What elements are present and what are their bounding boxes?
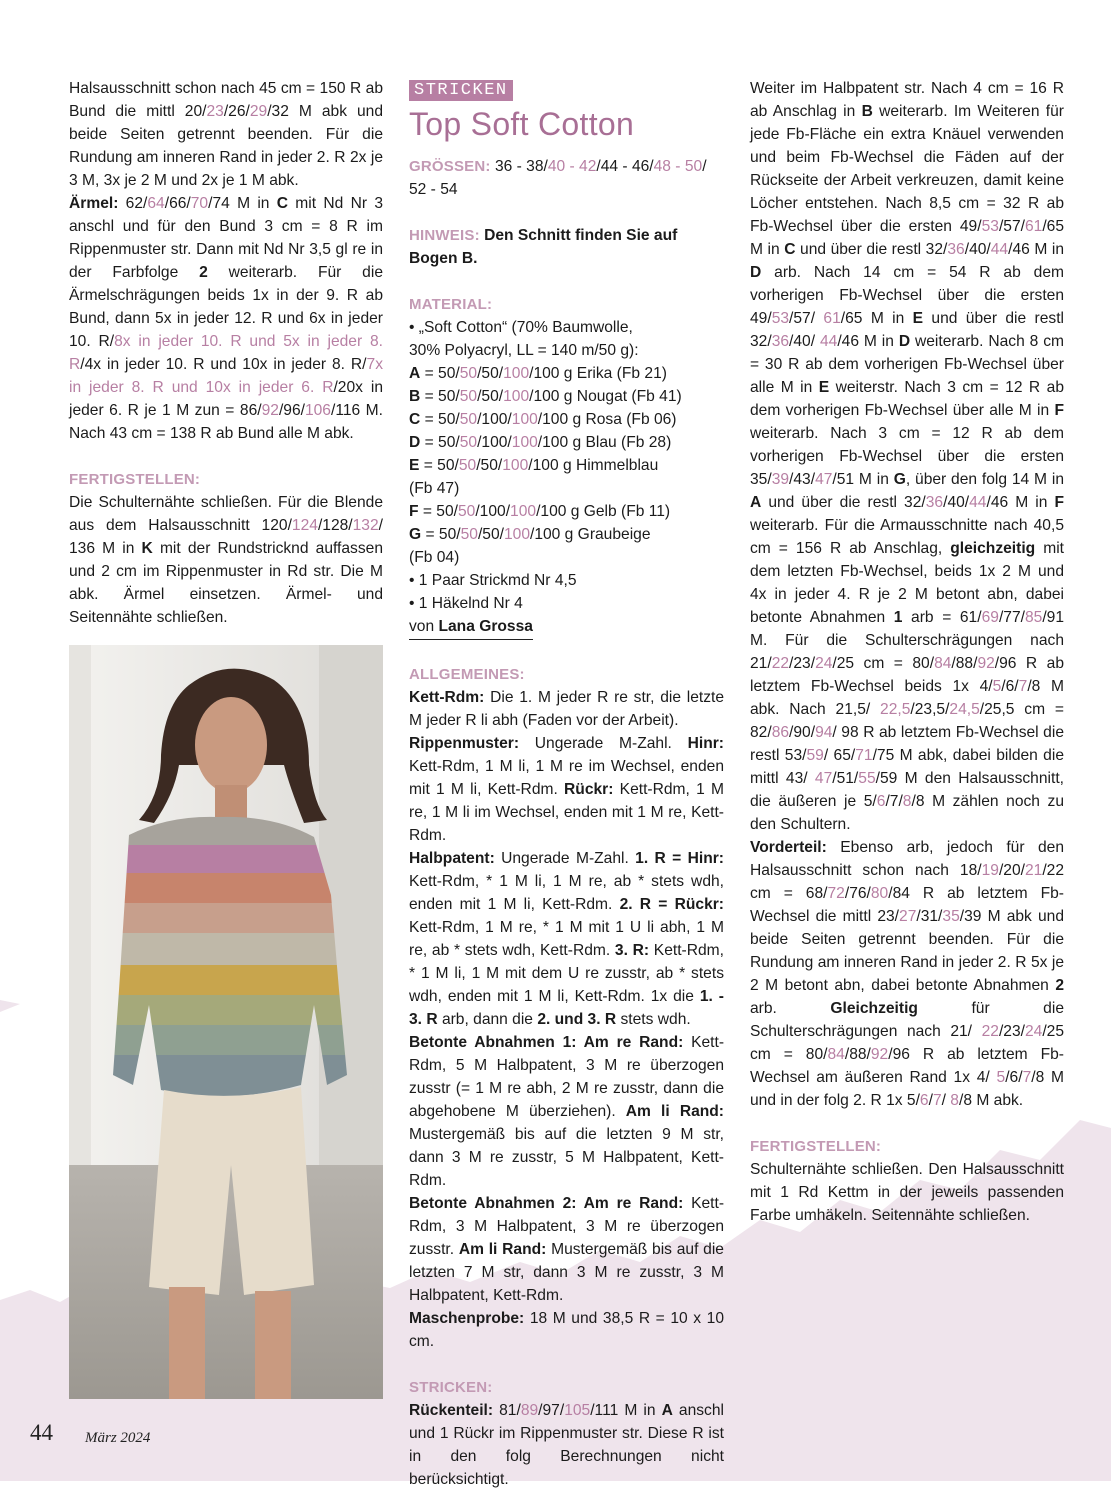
text-column-3: Weiter im Halbpatent str. Nach 4 cm = 16 R ab Anschlag in B weiterarb. Im Weiteren für jede Fb-Fläche ein extra Knäuel verwenden und beim Fb-Wechsel die Fäden auf der Rückseite der Arbeit verkreuzen, damit keine Löcher entstehen. Nach 8,5 cm = 32 R ab Fb-Wechsel über die ersten 49/53/57/61/65 M in C und über die restl 32/36/40/44/46 M in D arb. Nach 14 cm = 54 R ab dem vorherigen Fb-Wechsel über die ersten 49/53/57/ 61/65 M in E und über die restl 32/36/40/ 44/46 M in D weiterarb. Nach 8 cm = 30 R ab dem vorherigen Fb-Wechsel über alle M in E weiterstr. Nach 3 cm = 12 R ab dem vorherigen Fb-Wechsel über alle M in F weiterarb. Nach 3 cm = 12 R ab dem vorherigen Fb-Wechsel über die ersten 35/39/43/47/51 M in G, über den folg 14 M in A und über die restl 32/36/40/44/46 M in F weiterarb. Für die Armausschnitte nach 40,5 cm = 156 R ab Anschlag, gleichzeitig mit dem letzten Fb-Wechsel, beids 1x 2 M und 4x in jeder 4. R je 2 M betont abn, dabei betonte Abnahmen 1 arb = 61/69/77/85/91 M. Für die Schulterschrägungen nach 21/22/23/24/25 cm = 80/84/88/92/96 R ab letztem Fb-Wechsel beids 1x 4/5/6/7/8 M abk. Nach 21,5/ 22,5/23,5/24,5/25,5 cm = 82/86/90/94/ 98 R ab letztem Fb-Wechsel die restl 53/59/ 65/71/75 M abk, dabei bilden die mittl 43/ 47/51/55/59 M den Halsausschnitt, die äußeren je 5/6/7/8/8 M zählen noch zu den Schultern. Vorderteil: Ebenso arb, jedoch für den Halsausschnitt schon nach 18/19/20/21/22 cm = 68/72/76/80/84 R ab letztem Fb-Wechsel die mittl 23/27/31/35/39 M abk und beide Seiten getrennt beenden. Für die Rundung am inneren Rand in jeder 2. R 5x je 2 M betont abn, dabei betonte Abnahmen 2 arb. Gleichzeitig für die Schulterschrägungen nach 21/ 22/23/24/25 cm = 80/84/88/92/96 R ab letztem Fb-Wechsel am äußeren Rand 1x 4/ 5/6/7/8 M und in der folg 2. R 1x 5/6/7/ 8/8 M abk. FERTIGSTELLEN: Schulternähte schließen. Den Halsausschnitt mit 1 Rd Kettm in der jeweils passenden Farbe umhäkeln. Seitennähte schließen. (750, 80, 1065, 1224)
heading-stricken: STRICKEN: (409, 1379, 493, 1396)
section-tag: STRICKEN (409, 80, 513, 101)
model-photo (69, 645, 383, 1399)
heading-allgemeines: ALLGEMEINES: (409, 666, 525, 683)
text-column-2: STRICKEN Top Soft Cotton GRÖSSEN: 36 - 38/40 - 42/44 - 46/48 - 50/ 52 - 54 HINWEIS: Den Schnitt finden Sie auf Bogen B. MATERIAL: • „Soft Cotton“ (70% Baumwolle, 30% Polyacryl, LL = 140 m/50 g): A = 50/50/50/100/100 g Erika (Fb 21) B = 50/50/50/100/100 g Nougat (Fb 41) C = 50/50/100/100/100 g Rosa (Fb 06) D = 50/50/100/100/100 g Blau (Fb 28) E = 50/50/50/100/100 g Himmelblau (Fb 47) F = 50/50/100/100/100 g Gelb (Fb 11) G = 50/50/50/100/100 g Graubeige (Fb 04) • 1 Paar Strickmd Nr 4,5 • 1 Häkelnd Nr 4 von Lana Grossa ALLGEMEINES: Kett-Rdm: Die 1. M jeder R re str, die letzte M jeder R li abh (Faden vor der Arbeit). Rippenmuster: Ungerade M-Zahl. Hinr: Kett-Rdm, 1 M li, 1 M re im Wechsel, enden mit 1 M li, Kett-Rdm. Rückr: Kett-Rdm, 1 M re, 1 M li im Wechsel, enden mit 1 M re, Kett-Rdm. Halbpatent: Ungerade M-Zahl. 1. R = Hinr: Kett-Rdm, * 1 M li, 1 M re, ab * stets wdh, enden mit 1 M li, Kett-Rdm. 2. R = Rückr: Kett-Rdm, 1 M re, * 1 M mit 1 U li abh, 1 M re, ab * stets wdh, Kett-Rdm. 3. R: Kett-Rdm, * 1 M li, 1 M mit dem U re zusstr, ab * stets wdh, enden mit 1 M li, Kett-Rdm. 1x die 1. - 3. R arb, dann die 2. und 3. R stets wdh. Betonte Abnahmen 1: Am re Rand: Kett-Rdm, 5 M Halbpatent, 3 M re überzogen zusstr (= 1 M re abh, 2 M re zusstr, dann die abgehobene M überziehen). Am li Rand: Mustergemäß bis auf die letzten 9 M str, dann 3 M re zusstr, 5 M Halbpatent, Kett-Rdm. Betonte Abnahmen 2: Am re Rand: Kett-Rdm, 3 M Halbpatent, 3 M re überzogen zusstr. Am li Rand: Mustergemäß bis auf die letzten 7 M str, dann 3 M re zusstr, 3 M Halbpatent, Kett-Rdm. Maschenprobe: 18 M und 38,5 R = 10 x 10 cm. STRICKEN: Rückenteil: 81/89/97/105/111 M in A anschl und 1 Rückr im Rippenmuster str. Diese R ist in den folg Berechnungen nicht berücksichtigt. (409, 81, 725, 1488)
heading-fertigstellen-2: FERTIGSTELLEN: (750, 1138, 882, 1155)
issue-date: März 2024 (85, 1430, 151, 1446)
heading-fertigstellen-1: FERTIGSTELLEN: (69, 471, 201, 488)
text-column-1: Halsausschnitt schon nach 45 cm = 150 R ab Bund die mittl 20/23/26/29/32 M abk und beide Seiten getrennt beenden. Für die Rundung am inneren Rand in jeder 2. R 2x je 3 M, 3x je 2 M und 2x je 1 M abk. Ärmel: 62/64/66/70/74 M in C mit Nd Nr 3 anschl und für den Bund 3 cm = 8 R im Rippenmuster str. Dann mit Nd Nr 3,5 gl re in der Farbfolge 2 weiterarb. Für die Ärmelschrägungen beids 1x in der 9. R ab Bund, dann 5x in jeder 12. R und 6x in jeder 10. R/8x in jeder 10. R und 5x in jeder 8. R/4x in jeder 10. R und 10x in jeder 8. R/7x in jeder 8. R und 10x in jeder 6. R/20x in jeder 6. R je 1 M zun = 86/92/96/106/116 M. Nach 43 cm = 138 R ab Bund alle M abk. FERTIGSTELLEN: Die Schulternähte schließen. Für die Blende aus dem Halsausschnitt 120/124/128/132/ 136 M in K mit der Rundstricknd auffassen und 2 cm im Rippenmuster in Rd str. Die M abk. Ärmel einsetzen. Ärmel- und Seitennähte schließen. (69, 80, 383, 626)
heading-material: MATERIAL: (409, 296, 493, 313)
page-number: 44 (30, 1420, 53, 1445)
page-title: Top Soft Cotton (409, 106, 635, 142)
